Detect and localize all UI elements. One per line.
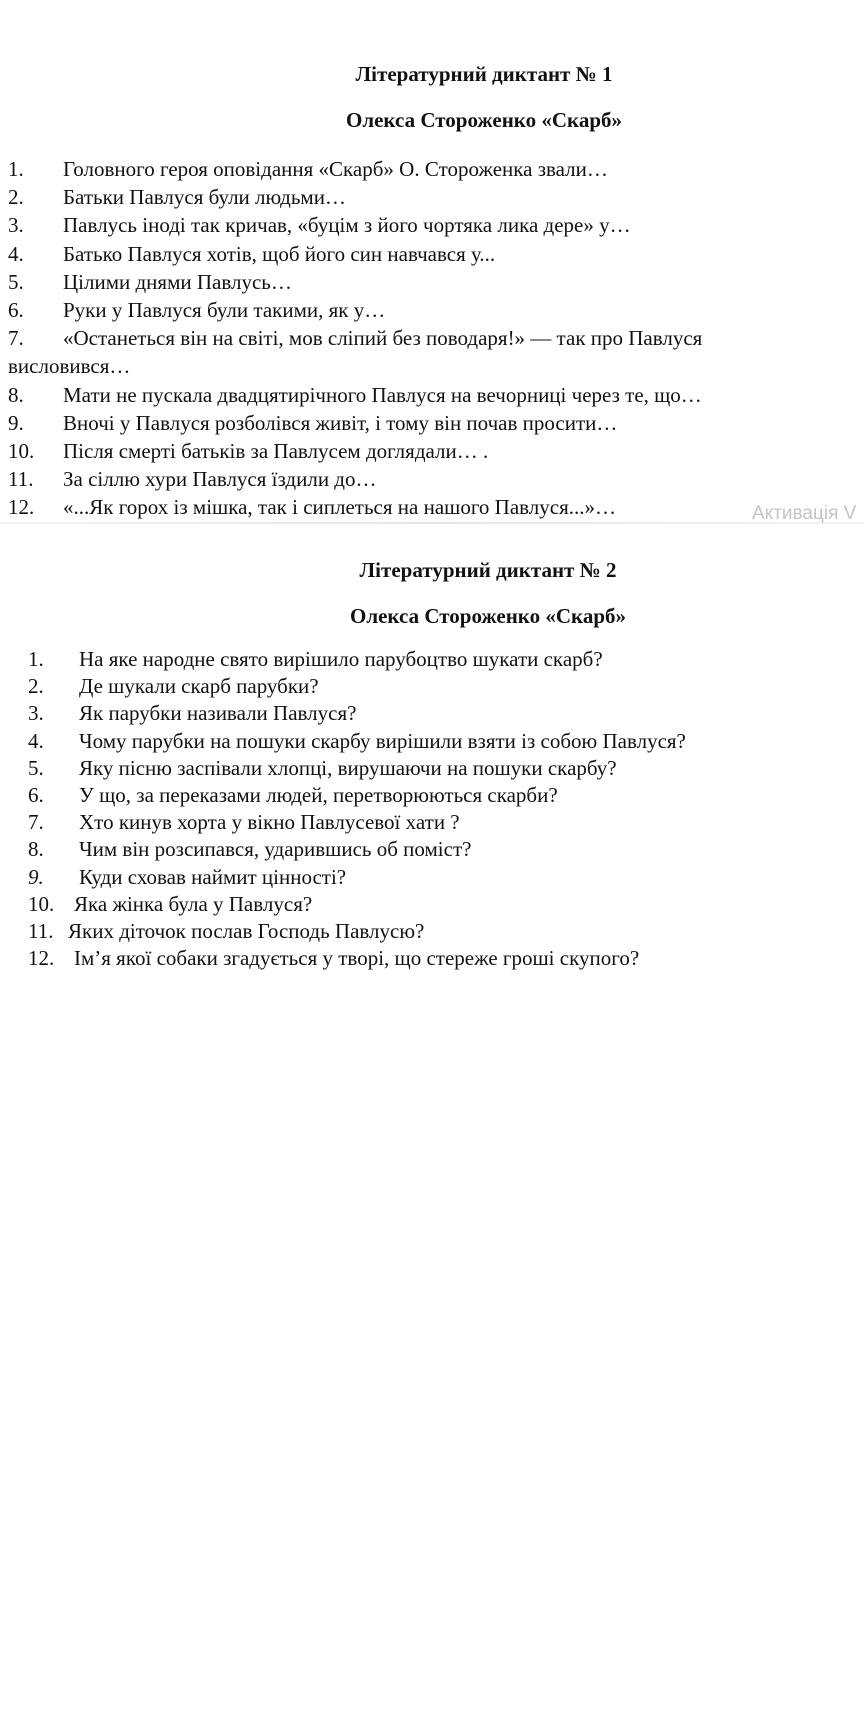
list-item: [0, 269, 864, 295]
item-text: Батько Павлуся хотів, щоб його син навчався у...: [63, 241, 496, 266]
item-number: 8.: [8, 382, 24, 407]
list-item: [0, 241, 864, 267]
list-item: [0, 325, 864, 351]
item-text: Хто кинув хорта у вікно Павлусевої хати ?: [79, 810, 460, 835]
item-text: Яка жінка була у Павлуся?: [74, 891, 313, 916]
item-text: «...Як горох із мішка, так і сиплеться на нашого Павлуся...»…: [63, 495, 616, 520]
item-number: 3.: [28, 701, 44, 726]
item-number: 4.: [28, 728, 44, 753]
item-number: 4.: [8, 241, 24, 266]
item-text: Яку пісню заспівали хлопці, вирушаючи на пошуки скарбу?: [79, 755, 617, 780]
dictation-1-title: Літературний диктант № 1: [355, 62, 613, 86]
list-item: [0, 494, 864, 520]
list-item: [0, 782, 864, 808]
list-item: [0, 864, 864, 890]
item-text: Головного героя оповідання «Скарб» О. Стороженка звали…: [63, 157, 608, 181]
dictation-1-subtitle: Олекса Стороженко «Скарб»: [346, 108, 622, 132]
item-number: 6.: [8, 298, 24, 322]
list-item: [0, 382, 864, 408]
list-item: [0, 410, 864, 436]
list-item: [0, 297, 864, 323]
item-number: 11.: [8, 467, 34, 492]
list-item: [0, 646, 864, 672]
item-number: 11.: [28, 919, 54, 943]
item-number: 10.: [28, 891, 55, 916]
item-number: 6.: [28, 783, 44, 807]
list-item: [0, 212, 864, 238]
item-text: Вночі у Павлуся розболівся живіт, і тому він почав просити…: [63, 410, 618, 435]
activation-watermark: Активація V: [752, 503, 857, 524]
list-item: [0, 438, 864, 464]
item-text: Чим він розсипався, ударившись об поміст?: [79, 837, 472, 862]
item-number: 2.: [8, 185, 24, 210]
dictation-2-title: Літературний диктант № 2: [359, 558, 617, 582]
item-text: Павлусь іноді так кричав, «буцім з його чортяка лика дере» у…: [63, 213, 631, 238]
item-number: 2.: [28, 674, 44, 699]
item-text-continuation: висловився…: [8, 354, 131, 379]
item-text: Цілими днями Павлусь…: [63, 269, 292, 294]
list-item: [0, 184, 864, 210]
item-number: 1.: [8, 157, 24, 181]
item-number: 5.: [8, 269, 24, 294]
item-text: Яких діточок послав Господь Павлусю?: [68, 919, 425, 943]
list-item: [0, 728, 864, 754]
item-text: Руки у Павлуся були такими, як у…: [63, 298, 386, 322]
list-item: [0, 809, 864, 835]
item-text: У що, за переказами людей, перетворюються скарби?: [79, 783, 558, 807]
item-text: Мати не пускала двадцятирічного Павлуся на вечорниці через те, що…: [63, 382, 702, 407]
item-text: На яке народне свято вирішило парубоцтво шукати скарб?: [79, 647, 603, 671]
dictation-2-subtitle: Олекса Стороженко «Скарб»: [350, 604, 626, 628]
item-text: Куди сховав наймит цінності?: [79, 864, 347, 889]
list-item: [0, 836, 864, 862]
item-text: За сіллю хури Павлуся їздили до…: [63, 467, 377, 492]
list-item: [0, 918, 864, 944]
item-number: 8.: [28, 837, 44, 862]
list-item: [0, 673, 864, 699]
item-text: Батьки Павлуся були людьми…: [63, 185, 346, 210]
item-text: «Останеться він на світі, мов сліпий без поводаря!» — так про Павлуся: [63, 326, 703, 351]
list-item: [0, 891, 864, 917]
list-item: [0, 945, 864, 971]
list-item: [0, 156, 864, 182]
item-number: 3.: [8, 213, 24, 238]
item-number: 5.: [28, 755, 44, 780]
item-number: 12.: [28, 946, 55, 971]
list-item: [0, 700, 864, 726]
item-number: 7.: [8, 326, 24, 351]
list-item: [0, 755, 864, 781]
item-number: 10.: [8, 439, 35, 463]
item-number: 9.: [28, 864, 44, 889]
item-text: Де шукали скарб парубки?: [79, 674, 319, 699]
item-number: 9.: [8, 410, 24, 435]
list-item: [0, 466, 864, 492]
item-number: 1.: [28, 647, 44, 671]
item-number: 12.: [8, 495, 35, 520]
item-text: Як парубки називали Павлуся?: [79, 701, 357, 726]
item-text: Після смерті батьків за Павлусем доглядали… .: [63, 439, 489, 463]
item-text: Ім’я якої собаки згадується у творі, що стереже гроші скупого?: [74, 946, 640, 971]
item-text: Чому парубки на пошуки скарбу вирішили взяти із собою Павлуся?: [79, 728, 686, 753]
divider: [0, 522, 864, 524]
item-number: 7.: [28, 810, 44, 835]
